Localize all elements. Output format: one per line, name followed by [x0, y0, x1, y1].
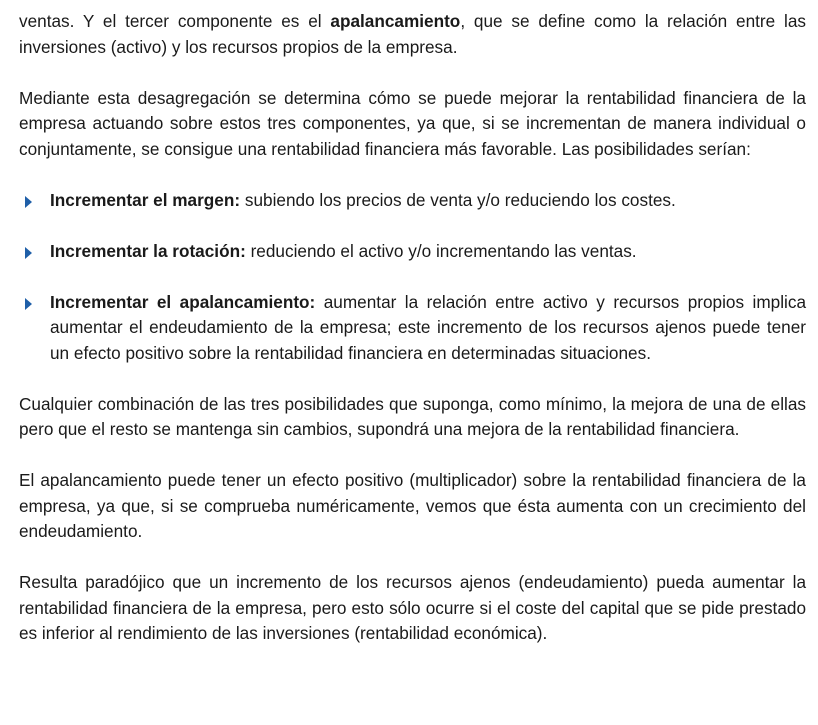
paragraph-text-after: , que se define como la relación entre las inversiones (activo) y los recursos propios de la empresa. — [19, 11, 806, 57]
paragraph-gap — [19, 213, 806, 239]
bullet-item-apalancamiento — [19, 290, 806, 367]
triangle-right-icon — [25, 196, 32, 208]
paragraph-gap — [19, 366, 806, 392]
document-page — [19, 9, 806, 647]
bullet-text: aumentar la relación entre activo y recursos propios implica aumentar el endeudamiento de la empresa; este incremento de los recursos ajenos puede tener un efecto positivo sobre la rentabilidad financiera en determinadas situaciones. — [50, 291, 807, 363]
triangle-right-icon — [25, 247, 32, 259]
bullet-text: subiendo los precios de venta y/o reduciendo los costes. — [240, 189, 676, 210]
triangle-right-icon — [25, 298, 32, 310]
paragraph-desagregacion: Mediante esta desagregación se determina cómo se puede mejorar la rentabilidad financiera de la empresa actuando sobre estos tres componentes, ya que, si se incrementan de manera individual o conjuntamente, se consigue una rentabilidad financiera más favorable. Las posibilidades serían: — [19, 87, 806, 159]
bullet-item-margen — [19, 188, 806, 214]
paragraph-combinacion: Cualquier combinación de las tres posibilidades que suponga, como mínimo, la mejora de una de ellas pero que el resto se mantenga sin cambios, supondrá una mejora de la rentabilidad financiera. — [19, 393, 806, 439]
bullet-title: Incrementar la rotación: — [50, 240, 246, 261]
paragraph-gap — [19, 60, 806, 86]
paragraph-gap — [19, 162, 806, 188]
bullet-item-rotacion — [19, 239, 806, 265]
bullet-title: Incrementar el margen: — [50, 189, 241, 210]
paragraph-gap — [19, 264, 806, 290]
paragraph-gap — [19, 545, 806, 571]
paragraph-text-before: ventas. Y el tercer componente es el — [19, 11, 331, 31]
paragraph-paradojico: Resulta paradójico que un incremento de los recursos ajenos (endeudamiento) pueda aumentar la rentabilidad financiera de la empresa, pero esto sólo ocurre si el coste del capital que se pide prestado es inferior al rendimiento de las inversiones (rentabilidad económica). — [19, 572, 806, 643]
paragraph-apalancamiento-definition — [19, 9, 806, 60]
bullet-text: reduciendo el activo y/o incrementando las ventas. — [245, 240, 637, 261]
bullet-title: Incrementar el apalancamiento: — [50, 291, 316, 312]
paragraph-efecto-positivo: El apalancamiento puede tener un efecto positivo (multiplicador) sobre la rentabilidad financiera de la empresa, ya que, si se comprueba numéricamente, vemos que ésta aumenta con un crecimiento del endeudamiento. — [19, 470, 806, 541]
paragraph-gap — [19, 443, 806, 469]
term-apalancamiento: apalancamiento — [330, 11, 461, 31]
